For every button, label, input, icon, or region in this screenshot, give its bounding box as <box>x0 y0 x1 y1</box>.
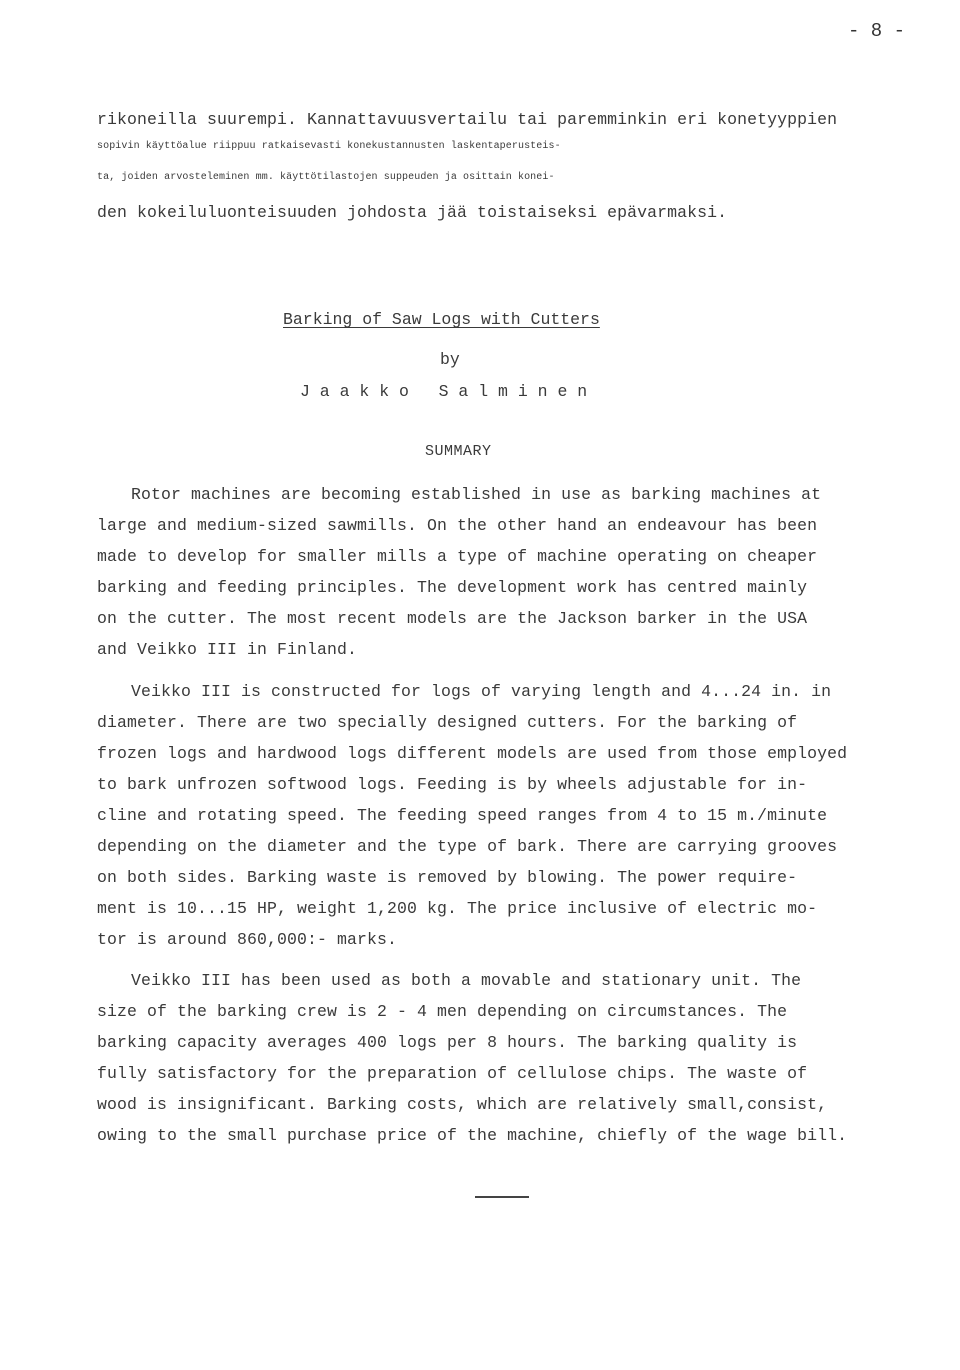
text-line: owing to the small purchase price of the machine, chiefly of the wage bill. <box>97 1126 848 1145</box>
text-line: Veikko III has been used as both a movable and stationary unit. The <box>131 971 802 990</box>
text-line: on both sides. Barking waste is removed by blowing. The power require- <box>97 868 798 887</box>
text-line: fully satisfactory for the preparation of cellulose chips. The waste of <box>97 1064 808 1083</box>
text-line: made to develop for smaller mills a type of machine operating on cheaper <box>97 547 818 566</box>
end-divider <box>475 1196 529 1198</box>
text-line: wood is insignificant. Barking costs, which are relatively small,consist, <box>97 1095 828 1114</box>
text-line: diameter. There are two specially designed cutters. For the barking of <box>97 713 798 732</box>
text-line: sopivin käyttöalue riippuu ratkaisevasti konekustannusten laskentaperusteis- <box>97 141 561 152</box>
text-line: ta, joiden arvosteleminen mm. käyttötilastojen suppeuden ja osittain konei- <box>97 172 555 183</box>
text-line: size of the barking crew is 2 - 4 men depending on circumstances. The <box>97 1002 788 1021</box>
text-line: large and medium-sized sawmills. On the other hand an endeavour has been <box>97 516 818 535</box>
text-line: barking capacity averages 400 logs per 8 hours. The barking quality is <box>97 1033 798 1052</box>
text-line: Veikko III is constructed for logs of varying length and 4...24 in. in <box>131 682 832 701</box>
author-name: J a a k k o S a l m i n e n <box>300 382 588 401</box>
text-line: tor is around 860,000:- marks. <box>97 930 398 949</box>
byline-by: by <box>440 350 460 369</box>
text-line: depending on the diameter and the type of bark. There are carrying grooves <box>97 837 838 856</box>
text-line: to bark unfrozen softwood logs. Feeding is by wheels adjustable for in- <box>97 775 808 794</box>
text-line: Rotor machines are becoming established in use as barking machines at <box>131 485 822 504</box>
text-line: barking and feeding principles. The development work has centred mainly <box>97 578 808 597</box>
page-number: - 8 - <box>847 20 905 42</box>
article-title: Barking of Saw Logs with Cutters <box>283 310 600 329</box>
text-line: on the cutter. The most recent models are the Jackson barker in the USA <box>97 609 808 628</box>
text-line: cline and rotating speed. The feeding speed ranges from 4 to 15 m./minute <box>97 806 828 825</box>
text-line: frozen logs and hardwood logs different models are used from those employed <box>97 744 848 763</box>
text-line: den kokeiluluonteisuuden johdosta jää toistaiseksi epävarmaksi. <box>97 203 728 222</box>
text-line: rikoneilla suurempi. Kannattavuusvertailu tai paremminkin eri konetyyppien <box>97 110 838 129</box>
text-line: and Veikko III in Finland. <box>97 640 358 659</box>
summary-heading: SUMMARY <box>425 443 492 460</box>
text-line: ment is 10...15 HP, weight 1,200 kg. The price inclusive of electric mo- <box>97 899 818 918</box>
